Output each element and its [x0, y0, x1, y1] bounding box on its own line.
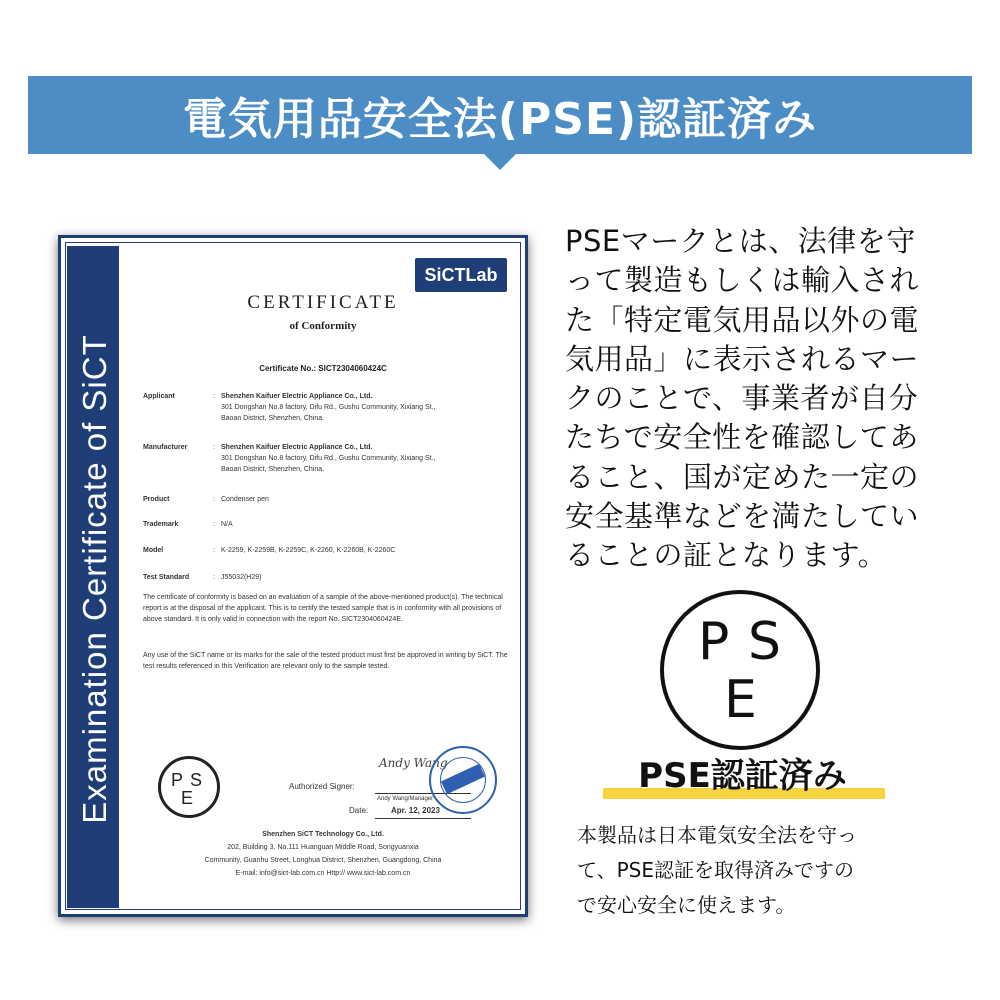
manufacturer-label: Manufacturer: [143, 444, 188, 451]
sict-stamp: [429, 746, 497, 814]
product-label: Product: [143, 496, 170, 503]
pse-logo-icon: [660, 590, 820, 750]
conformity-paragraph: The certificate of conformity is based on an evaluation of a sample of the above-mentioned product(s). The technical report is at the disposal of the applicant. This is to certify the tested sample that is in conformity with all provisions of above standard. It is only valid in connection with the report No. SICT2304060424E.: [143, 594, 503, 623]
header-banner: [28, 76, 972, 154]
model-label: Model: [143, 547, 164, 554]
pse-mark-s: S: [190, 770, 203, 790]
product-note: [577, 818, 957, 923]
footer-address-1: 202, Building 3, No.111 Huanguan Middle Road, Songyuanxia: [227, 844, 419, 851]
trademark-value: N/A: [221, 521, 233, 528]
manufacturer-address-2: Baoan District, Shenzhen, China.: [221, 466, 325, 473]
description-line: た「特定電気用品以外の電: [565, 302, 920, 337]
applicant-address-1: 301 Dongshan No.8 factory, Difu Rd., Gushu Community, Xixiang St.,: [221, 404, 436, 411]
certificate-subtitle: of Conformity: [289, 320, 357, 332]
pse-logo-p: P: [698, 612, 730, 672]
pse-mark-p: P: [171, 770, 184, 790]
product-value: Condenser pen: [221, 496, 269, 503]
footer-company: Shenzhen SiCT Technology Co., Ltd.: [262, 831, 384, 838]
pse-description: [565, 222, 955, 576]
pse-logo-e: E: [724, 670, 757, 730]
test-standard-value: J55032(H29): [221, 574, 262, 581]
trademark-label: Trademark: [143, 521, 179, 528]
signer-name: Andy Wang/Manager: [377, 796, 434, 802]
date-label: Date:: [349, 806, 369, 815]
date-line: [375, 818, 471, 819]
manufacturer-address-1: 301 Dongshan No.8 factory, Difu Rd., Gushu Community, Xixiang St.,: [221, 455, 436, 462]
description-line: って製造もしくは輸入され: [565, 263, 920, 298]
pse-mark-e: E: [181, 788, 194, 808]
footer-contact: E-mail: info@sict-lab.com.cn Http:// www.sict-lab.com.cn: [235, 870, 411, 877]
certificate-side-band: [67, 246, 119, 908]
footer-address-2: Community, Guanhu Street, Longhua District, Shenzhen, Guangdong, China: [204, 857, 442, 864]
description-line: 気用品」に表示されるマー: [565, 341, 920, 376]
description-line: クのことで、事業者が自分: [565, 381, 919, 416]
certificate-title: CERTIFICATE: [247, 292, 399, 313]
banner-pointer: [483, 153, 517, 170]
certificate-side-text: Examination Certificate of SiCT: [76, 334, 113, 824]
banner-title: 電気用品安全法(PSE)認証済み: [182, 94, 818, 145]
sict-logo: SiCTLab: [415, 258, 507, 292]
applicant-name: Shenzhen Kaifuer Electric Appliance Co., Ltd.: [221, 393, 373, 400]
description-line: ることの証となります。: [565, 538, 888, 573]
applicant-address-2: Baoan District, Shenzhen, China.: [221, 415, 325, 422]
test-standard-label: Test Standard: [143, 574, 190, 581]
description-line: ること、国が定めた一定の: [565, 459, 920, 494]
description-line: たちで安全性を確認してあ: [565, 420, 919, 455]
signer-signature: Andy Wang: [379, 756, 448, 770]
certificate-number: Certificate No.: SICT2304060424C: [259, 364, 387, 373]
description-line: 安全基準などを満たしてい: [565, 499, 920, 534]
certificate-image: Examination Certificate of SiCT SiCTLab CERTIFICATE of Conformity Certificate No.: SICT2304060424C Applicant : Shenzhen Kaifuer Electric Appliance Co., Ltd. 301 Dongshan No.8 factory, Difu Rd., Gushu Community, Xixiang St., Baoan District, Shenzhen, China. Manufacturer : Shenzhen Kaifuer Electric Appliance Co., Ltd. 301 Dongshan No.8 factory, Difu Rd., Gushu Community, Xixiang St., Baoan District, Shenzhen, China. Product : Condenser pen Trademark : N/A Model : K-2259, K-2259B, K-2259C, K-2260, K-2260B, K-2260C Test Standard : J55032(H29) The certificate of conformity is based on an evaluation of a sample of the above-mentioned product(s). The technical report is at the disposal of the applicant. This is to certify the tested sample that is in conformity with all provisions of above standard. It is only valid in connection with the report No. SICT2304060424E. Any use of the SiCT name or its marks for the sale of the tested product must first be approved in writing by SiCT. The test results referenced in this Verification are relevant only to the sample tested. P S E Authorized Signer: Andy Wang Andy Wang/Manager Date: Apr. 12, 2023 Shenzhen SiCT Technology Co., Ltd. 202, Building 3, No.111 Huanguan Middle Road, Songyuanxia Community, Guanhu Street, Longhua District, Shenzhen, Guangdong, China E-mail: info@sict-lab.com.cn Http:// www.sict-lab.com.cn: [58, 235, 528, 917]
pse-logo-s: S: [748, 612, 782, 672]
pse-mark-icon: [158, 756, 220, 818]
model-value: K-2259, K-2259B, K-2259C, K-2260, K-2260B, K-2260C: [221, 547, 396, 554]
usage-paragraph: Any use of the SiCT name or its marks for the sale of the tested product must first be approved in writing by SiCT. The test results referenced in this Verification are relevant only to the sample tested.: [143, 652, 508, 670]
note-line: 本製品は日本電気安全法を守っ: [577, 823, 857, 847]
note-line: で安心安全に使えます。: [577, 893, 796, 917]
note-line: て、PSE認証を取得済みですの: [577, 858, 854, 882]
pse-certified-badge: PSE認証済み: [638, 756, 847, 796]
date-value: Apr. 12, 2023: [391, 806, 440, 815]
description-line: PSEマークとは、法律を守: [565, 224, 916, 258]
applicant-label: Applicant: [143, 393, 175, 400]
manufacturer-name: Shenzhen Kaifuer Electric Appliance Co., Ltd.: [221, 444, 373, 451]
signer-label: Authorized Signer:: [289, 782, 355, 791]
